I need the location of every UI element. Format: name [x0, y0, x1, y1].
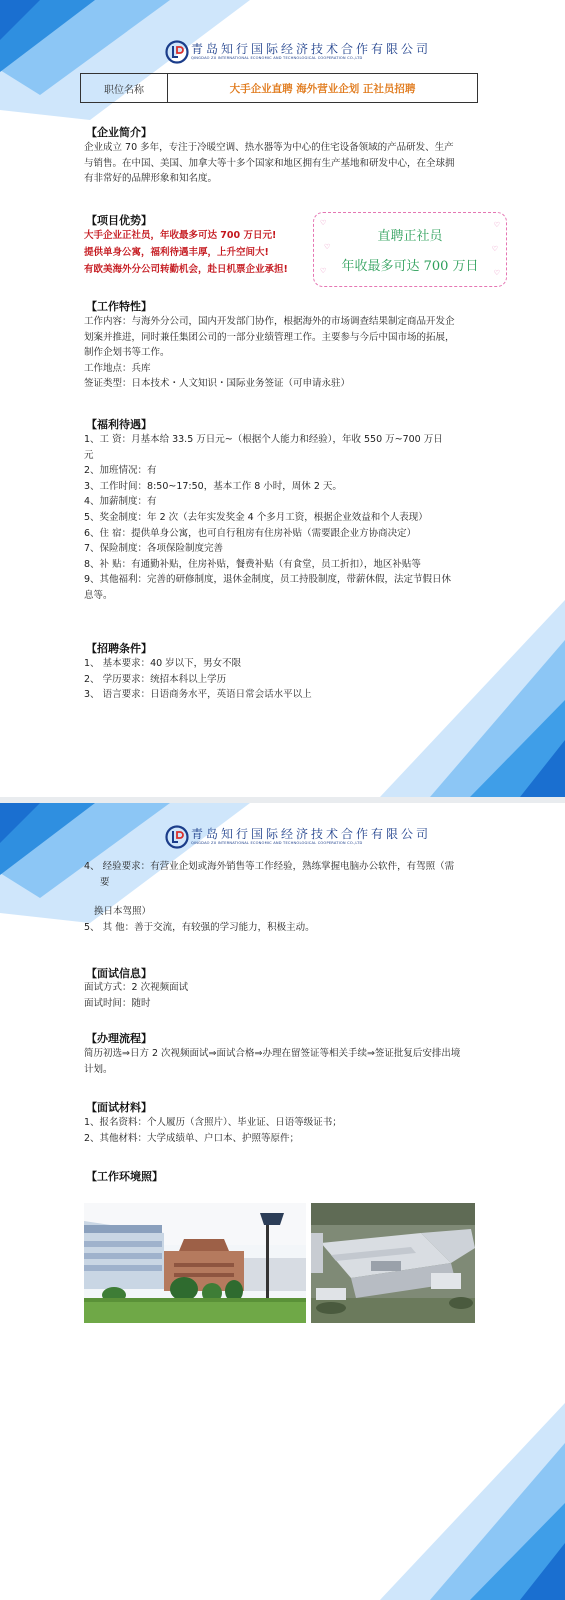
heart-icon: ♡: [491, 245, 498, 253]
interview-heading: 【面试信息】: [86, 967, 152, 980]
document-page-2: [0, 803, 565, 1600]
heart-icon: ♡: [493, 221, 500, 229]
badge-line-2: 年收最多可达 700 万日: [341, 259, 479, 274]
job-title-label: 职位名称: [81, 74, 168, 102]
requirement-line: 要: [100, 876, 110, 888]
job-title-table: [80, 73, 478, 103]
features-line: 工作地点：兵库: [84, 362, 151, 374]
company-name-en: QINGDAO ZX INTERNATIONAL ECONOMIC AND TECHNOLOGICAL COOPERATION CO.,LTD: [191, 841, 363, 845]
intro-line: 有非常好的品牌形象和知名度。: [84, 173, 218, 185]
company-logo: [165, 825, 432, 853]
heart-icon: ♡: [493, 269, 500, 277]
heart-icon: ♡: [324, 243, 331, 251]
intro-line: 与销售。在中国、美国、加拿大等十多个国家和地区拥有生产基地和研发中心，在全球拥: [84, 157, 455, 169]
features-line: 工作内容：与海外分公司，国内开发部门协作，根据海外的市场调查结果制定商品开发企: [84, 316, 455, 327]
advantages-heading: 【项目优势】: [86, 214, 152, 227]
salary-badge: [313, 212, 507, 287]
logo-icon: [165, 40, 189, 64]
advantage-line: 提供单身公寓，福利待遇丰厚，上升空间大!: [84, 247, 269, 258]
advantage-line: 大手企业正社员，年收最多可达 700 万日元!: [84, 230, 277, 241]
materials-text: [84, 1115, 486, 1146]
benefits-line: 息等。: [84, 589, 113, 601]
requirement-line: 3、 语言要求：日语商务水平，英语日常会话水平以上: [84, 689, 312, 701]
features-text: [84, 314, 486, 392]
process-heading: 【办理流程】: [86, 1032, 152, 1045]
features-line: 划案并推进，同时兼任集团公司的一部分业绩管理工作。主要参与今后中国市场的拓展，: [84, 331, 455, 343]
benefits-line: 2、加班情况：有: [84, 465, 157, 477]
badge-line-1: 直聘正社员: [377, 229, 443, 244]
requirements-text: [84, 656, 486, 703]
benefits-line: 7、保险制度：各项保险制度完善: [84, 543, 224, 555]
requirement-line: 4、 经验要求：有营业企划或海外销售等工作经验，熟练掌握电脑办公软件，有驾照（需: [84, 861, 455, 872]
requirement-line: 1、 基本要求：40 岁以下，男女不限: [84, 658, 242, 669]
benefits-line: 元: [84, 449, 94, 461]
features-line: 签证类型：日本技术・人文知识・国际业务签证（可申请永驻）: [84, 378, 351, 390]
company-name-en: QINGDAO ZX INTERNATIONAL ECONOMIC AND TECHNOLOGICAL COOPERATION CO.,LTD: [191, 56, 363, 60]
environment-heading: 【工作环境照】: [86, 1170, 163, 1183]
requirement-line: 换日本驾照）: [94, 906, 152, 918]
process-line: 简历初选⇒日方 2 次视频面试⇒面试合格⇒办理在留签证等相关手续⇒签证批复后安排出境: [84, 1048, 461, 1059]
features-heading: 【工作特性】: [86, 300, 152, 313]
process-text: [84, 1046, 486, 1077]
benefits-line: 6、住 宿：提供单身公寓，也可自行租房有住房补贴（需要跟企业方协商决定）: [84, 527, 417, 539]
document-page-1: [0, 0, 565, 797]
intro-text: [84, 140, 486, 187]
requirements-continued: [84, 859, 486, 935]
benefits-line: 8、补 贴：有通勤补贴，住房补贴，餐费补贴（有食堂，员工折扣），地区补贴等: [84, 558, 421, 570]
materials-heading: 【面试材料】: [86, 1101, 152, 1114]
process-line: 计划。: [84, 1063, 113, 1075]
benefits-text: [84, 432, 486, 604]
company-logo: [165, 40, 432, 68]
benefits-line: 9、其他福利：完善的研修制度，退休金制度，员工持股制度，带薪休假，法定节假日休: [84, 574, 452, 586]
heart-icon: ♡: [320, 219, 327, 227]
intro-line: 企业成立 70 多年，专注于冷暖空调、热水器等为中心的住宅设备领域的产品研发、生产: [84, 142, 454, 153]
benefits-heading: 【福利待遇】: [86, 418, 152, 431]
company-name-cn: 青岛知行国际经济技术合作有限公司: [191, 827, 432, 841]
requirement-line: 2、 学历要求：统招本科以上学历: [84, 673, 227, 685]
materials-line: 2、其他材料：大学成绩单、户口本、护照等原件；: [84, 1132, 300, 1144]
heart-icon: ♡: [320, 267, 327, 275]
requirements-heading: 【招聘条件】: [86, 642, 152, 655]
logo-icon: [165, 825, 189, 849]
materials-line: 1、报名资料：个人履历（含照片）、毕业证、日语等级证书；: [84, 1117, 342, 1128]
benefits-line: 5、奖金制度：年 2 次（去年实发奖金 4 个多月工资，根据企业效益和个人表现）: [84, 511, 428, 523]
company-name-cn: 青岛知行国际经济技术合作有限公司: [191, 42, 432, 56]
intro-heading: 【企业简介】: [86, 126, 152, 139]
benefits-line: 1、工 资：月基本给 33.5 万日元~（根据个人能力和经验），年收 550 万~700 万日: [84, 434, 443, 445]
job-title-value: 大手企业直聘 海外营业企划 正社员招聘: [229, 82, 416, 95]
interview-line: 面试方式：2 次视频面试: [84, 982, 189, 993]
interview-text: [84, 980, 486, 1011]
requirement-line: 5、 其 他：善于交流，有较强的学习能力，积极主动。: [84, 921, 315, 933]
benefits-line: 4、加薪制度：有: [84, 496, 157, 508]
advantage-line: 有欧美海外分公司转勤机会，赴日机票企业承担!: [84, 264, 288, 275]
features-line: 制作企划书等工作。: [84, 347, 170, 359]
interview-line: 面试时间：随时: [84, 997, 151, 1009]
benefits-line: 3、工作时间：8:50~17:50，基本工作 8 小时，周休 2 天。: [84, 480, 342, 492]
